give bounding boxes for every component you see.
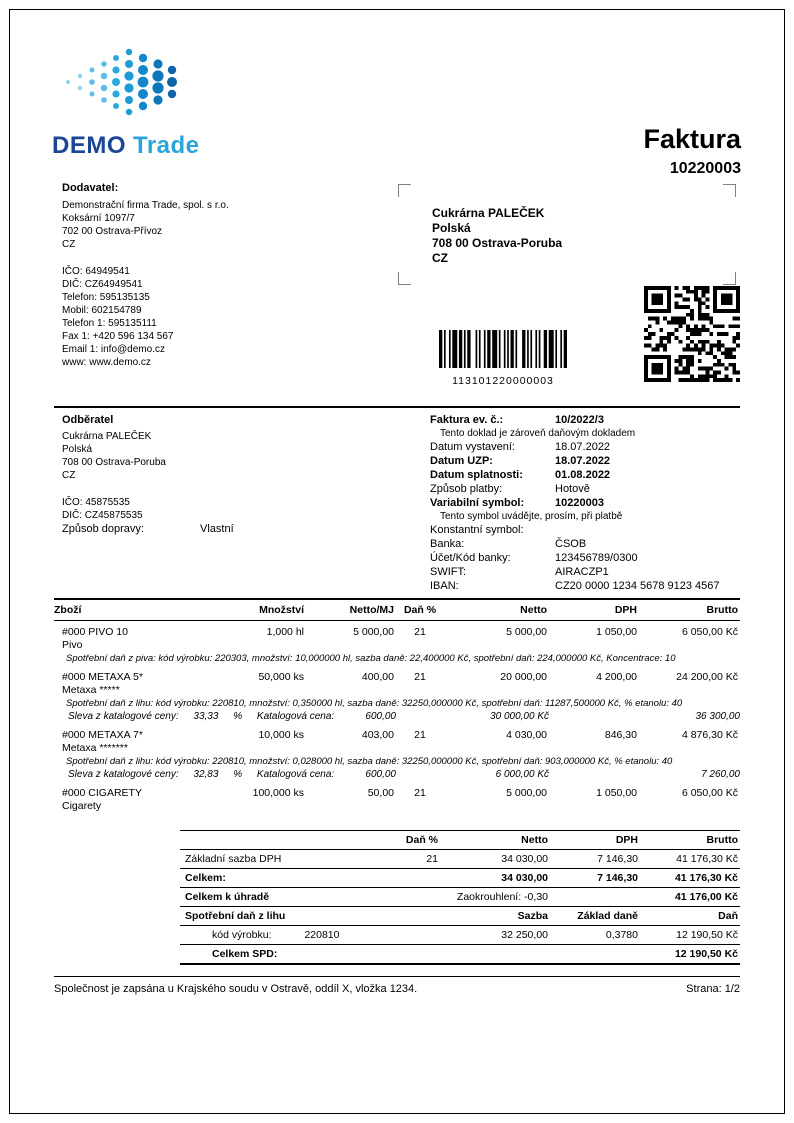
discount-text-cell [54, 711, 396, 724]
item-tax: 21 [414, 729, 426, 741]
customer-country: CZ [62, 470, 76, 481]
header-dph: DPH [549, 599, 639, 621]
item-name: Metaxa ******* [62, 742, 128, 754]
excise-summary-title: Spotřební daň z lihu [180, 907, 440, 926]
iban-label: IBAN: [430, 580, 459, 592]
summary-header-dph: DPH [550, 831, 640, 850]
excise-total-label: Celkem SPD: [180, 945, 440, 965]
header-tax: Daň % [396, 599, 444, 621]
barcode-bars-icon [438, 330, 568, 373]
empty-cell [396, 711, 444, 724]
account-row [430, 551, 742, 565]
swift-value: AIRACZP1 [555, 566, 609, 578]
discount-pct: 32,83 [193, 769, 219, 780]
item-brutto: 6 050,00 Kč [681, 787, 738, 799]
vat-base-dph: 7 146,30 [597, 853, 638, 865]
excise-note-row [54, 698, 740, 711]
supplier-city: 702 00 Ostrava-Přívoz [62, 226, 163, 237]
item-tax: 21 [414, 626, 426, 638]
item-name-row [54, 742, 740, 756]
empty-cell [550, 945, 640, 965]
vat-base-netto: 34 030,00 [501, 853, 548, 865]
item-qty: 50,000 ks [258, 671, 304, 683]
supplier-email: Email 1: info@demo.cz [62, 344, 165, 355]
empty-cell [440, 945, 550, 965]
catalog-price-value: 600,00 [365, 769, 396, 780]
empty-cell [550, 888, 640, 907]
discount-brutto: 36 300,00 [695, 711, 740, 722]
ev-number-value: 10/2022/3 [555, 414, 604, 426]
supplier-name: Demonstrační firma Trade, spol. s r.o. [62, 200, 229, 211]
excise-row-label: kód výrobku: [212, 929, 272, 941]
items-header-row [54, 599, 740, 621]
customer-block [62, 414, 234, 536]
supplier-phone: Telefon: 595135135 [62, 292, 150, 303]
shipping-country: CZ [432, 251, 448, 265]
empty-cell [355, 869, 440, 888]
percent-sign: % [233, 769, 243, 780]
issue-date-label: Datum vystavení: [430, 441, 515, 453]
title-block [643, 124, 741, 178]
supplier-country: CZ [62, 239, 76, 250]
excise-total-value: 12 190,50 Kč [640, 945, 740, 965]
vat-base-label: Základní sazba DPH [185, 853, 282, 865]
supplier-ico: IČO: 64949541 [62, 266, 130, 277]
discount-netto: 30 000,00 Kč [490, 711, 549, 722]
item-code: #000 METAXA 7* [62, 729, 143, 741]
empty-cell [549, 769, 639, 782]
barcode [438, 330, 568, 387]
item-row [54, 724, 740, 742]
excise-code-cell [180, 926, 440, 945]
item-unit-price: 403,00 [361, 729, 394, 741]
account-label: Účet/Kód banky: [430, 552, 511, 564]
item-tax: 21 [414, 787, 426, 799]
payment-method-row [430, 482, 742, 496]
total-row [180, 869, 740, 888]
item-brutto: 24 200,00 Kč [676, 671, 738, 683]
issue-date-value: 18.07.2022 [555, 441, 611, 453]
total-label: Celkem: [180, 869, 355, 888]
empty-cell [180, 831, 355, 850]
total-dph: 7 146,30 [550, 869, 640, 888]
shipping-name: Cukrárna PALEČEK [432, 206, 545, 220]
item-qty: 100,000 ks [252, 787, 304, 799]
payment-method-label: Způsob platby: [430, 483, 503, 495]
due-date-label: Datum splatnosti: [430, 469, 523, 481]
excise-note: Spotřební daň z lihu: kód výrobku: 220810, množství: 0,350000 hl, sazba daně: 32250,000000 Kč, spotřební daň: 11287,500000 Kč, % etanolu: 40 [66, 698, 683, 709]
payment-method-value: Hotově [555, 483, 590, 495]
supplier-label: Dodavatel: [62, 182, 119, 194]
excise-note-row [54, 653, 740, 666]
section-divider [54, 406, 740, 408]
item-code: #000 PIVO 10 [62, 626, 128, 638]
header-qty: Množství [234, 599, 306, 621]
variable-symbol-value: 10220003 [555, 497, 604, 509]
header-goods: Zboží [54, 599, 234, 621]
items-table [54, 598, 740, 814]
excise-total-row [180, 945, 740, 965]
discount-pct: 33,33 [193, 711, 219, 722]
bank-row [430, 537, 742, 551]
customer-label: Odběratel [62, 414, 114, 426]
iban-row [430, 579, 742, 593]
discount-row [54, 711, 740, 724]
item-qty: 1,000 hl [266, 626, 304, 638]
summary-header-netto: Netto [440, 831, 550, 850]
rounding-label: Zaokrouhlení: [456, 891, 522, 903]
shipping-address-block [432, 206, 562, 266]
invoice-details-block [430, 413, 742, 593]
address-window-corner-tr [723, 184, 736, 197]
logo-wordmark [52, 132, 200, 160]
swift-label: SWIFT: [430, 566, 467, 578]
item-name-row [54, 684, 740, 698]
supplier-dic: DIČ: CZ64949541 [62, 279, 143, 290]
item-brutto: 4 876,30 Kč [681, 729, 738, 741]
shipping-street: Polská [432, 221, 471, 235]
summary-table [180, 830, 740, 965]
item-unit-price: 400,00 [361, 671, 394, 683]
summary-header-brutto: Brutto [640, 831, 740, 850]
bank-value: ČSOB [555, 538, 587, 550]
catalog-price-value: 600,00 [365, 711, 396, 722]
symbol-note: Tento symbol uvádějte, prosím, při platbě [440, 511, 623, 522]
total-netto: 34 030,00 [440, 869, 550, 888]
item-netto: 5 000,00 [506, 787, 547, 799]
supplier-street: Koksární 1097/7 [62, 213, 135, 224]
header-unit-price: Netto/MJ [306, 599, 396, 621]
item-row [54, 782, 740, 800]
excise-tax-value: 12 190,50 Kč [676, 929, 738, 941]
bank-label: Banka: [430, 538, 465, 550]
address-window-corner-tl [398, 184, 411, 197]
invoice-number: 10220003 [669, 160, 741, 177]
footer [54, 983, 740, 995]
item-name-row [54, 639, 740, 653]
transport-value: Vlastní [200, 523, 234, 535]
percent-sign: % [233, 711, 243, 722]
item-dph: 1 050,00 [596, 787, 637, 799]
document-title: Faktura [643, 124, 741, 154]
customer-ico: IČO: 45875535 [62, 497, 130, 508]
item-name: Pivo [62, 639, 83, 651]
excise-note-row [54, 756, 740, 769]
logo-dots-icon [52, 44, 187, 126]
supplier-phone1: Telefon 1: 595135111 [62, 318, 157, 329]
header-netto: Netto [444, 599, 549, 621]
due-date-row [430, 468, 742, 482]
barcode-number: 113101220000003 [452, 375, 554, 387]
discount-label: Sleva z katalogové ceny: [68, 769, 179, 780]
due-date-value: 01.08.2022 [555, 469, 611, 481]
excise-rate-header: Sazba [440, 907, 550, 926]
item-name-row [54, 800, 740, 814]
variable-symbol-label: Variabilní symbol: [430, 497, 525, 509]
logo-demo-text: DEMO [52, 132, 126, 159]
spacer [62, 251, 229, 265]
shipping-city: 708 00 Ostrava-Poruba [432, 236, 563, 250]
item-netto: 5 000,00 [506, 626, 547, 638]
excise-summary-header-row [180, 907, 740, 926]
catalog-price-label: Katalogová cena: [256, 711, 335, 722]
excise-note: Spotřební daň z piva: kód výrobku: 220303, množství: 10,000000 hl, sazba daně: 22,400000 Kč, spotřební daň: 224,000000 Kč, Koncentrace: 10 [66, 653, 676, 664]
excise-rate-value: 32 250,00 [501, 929, 548, 941]
spacer [62, 482, 234, 496]
footer-page-number: Strana: 1/2 [686, 983, 740, 995]
tax-document-note: Tento doklad je zároveň daňovým dokladem [440, 428, 636, 439]
item-row [54, 666, 740, 684]
customer-name: Cukrárna PALEČEK [62, 431, 152, 442]
uzp-date-row [430, 454, 742, 468]
item-tax: 21 [414, 671, 426, 683]
demo-trade-logo [52, 44, 200, 160]
variable-symbol-row [430, 496, 742, 510]
customer-city: 708 00 Ostrava-Poruba [62, 457, 166, 468]
vat-base-brutto: 41 176,30 Kč [676, 853, 738, 865]
customer-dic: DIČ: CZ45875535 [62, 510, 143, 521]
vat-base-tax: 21 [426, 853, 438, 865]
item-code: #000 CIGARETY [62, 787, 142, 799]
uzp-date-value: 18.07.2022 [555, 455, 611, 467]
discount-label: Sleva z katalogové ceny: [68, 711, 179, 722]
item-unit-price: 5 000,00 [353, 626, 394, 638]
excise-base-value: 0,3780 [605, 929, 638, 941]
discount-labels [68, 769, 334, 780]
summary-header-tax: Daň % [355, 831, 440, 850]
excise-base-header: Základ daně [550, 907, 640, 926]
item-dph: 1 050,00 [596, 626, 637, 638]
summary-header-row [180, 831, 740, 850]
item-row [54, 621, 740, 640]
qr-code-icon [644, 286, 740, 382]
issue-date-row [430, 440, 742, 454]
rounding-cell [355, 888, 550, 907]
item-qty: 10,000 ks [258, 729, 304, 741]
empty-cell [549, 711, 639, 724]
supplier-block [62, 182, 229, 369]
account-value: 123456789/0300 [555, 552, 638, 564]
ev-number-row [430, 413, 742, 427]
customer-street: Polská [62, 444, 93, 455]
item-unit-price: 50,00 [367, 787, 394, 799]
discount-text-cell [54, 769, 396, 782]
footer-divider [54, 976, 740, 977]
catalog-price-label: Katalogová cena: [256, 769, 335, 780]
transport-label: Způsob dopravy: [62, 523, 144, 535]
rounding-value: -0,30 [524, 891, 548, 903]
discount-row [54, 769, 740, 782]
item-netto: 20 000,00 [500, 671, 547, 683]
ev-number-label: Faktura ev. č.: [430, 414, 504, 426]
supplier-fax: Fax 1: +420 596 134 567 [62, 331, 174, 342]
item-dph: 846,30 [604, 729, 637, 741]
amount-due-value: 41 176,00 Kč [640, 888, 740, 907]
item-netto: 4 030,00 [506, 729, 547, 741]
footer-registration-text: Společnost je zapsána u Krajského soudu v Ostravě, oddíl X, vložka 1234. [54, 983, 418, 995]
excise-note: Spotřební daň z lihu: kód výrobku: 220810, množství: 0,028000 hl, sazba daně: 32250,000000 Kč, spotřební daň: 903,000000 Kč, % etanolu: 40 [66, 756, 673, 767]
vat-base-row [180, 850, 740, 869]
excise-row-code: 220810 [304, 929, 340, 941]
excise-summary-row [180, 926, 740, 945]
empty-cell [396, 769, 444, 782]
amount-due-row [180, 888, 740, 907]
iban-value: CZ20 0000 1234 5678 9123 4567 [555, 580, 720, 592]
item-name: Cigarety [62, 800, 102, 812]
constant-symbol-row [430, 523, 742, 537]
item-brutto: 6 050,00 Kč [681, 626, 738, 638]
excise-tax-header: Daň [640, 907, 740, 926]
item-name: Metaxa ***** [62, 684, 120, 696]
supplier-mobile: Mobil: 602154789 [62, 305, 142, 316]
logo-trade-text: Trade [133, 132, 200, 159]
discount-labels [68, 711, 334, 722]
supplier-web: www: www.demo.cz [62, 357, 151, 368]
uzp-date-label: Datum UZP: [430, 455, 493, 467]
discount-netto: 6 000,00 Kč [495, 769, 549, 780]
constant-symbol-label: Konstantní symbol: [430, 524, 524, 536]
address-window-corner-bl [398, 272, 411, 285]
item-dph: 4 200,00 [596, 671, 637, 683]
item-code: #000 METAXA 5* [62, 671, 143, 683]
swift-row [430, 565, 742, 579]
transport-row [62, 523, 234, 536]
amount-due-label: Celkem k úhradě [180, 888, 355, 907]
header-brutto: Brutto [639, 599, 740, 621]
discount-brutto: 7 260,00 [701, 769, 740, 780]
address-window-corner-br [723, 272, 736, 285]
total-brutto: 41 176,30 Kč [640, 869, 740, 888]
